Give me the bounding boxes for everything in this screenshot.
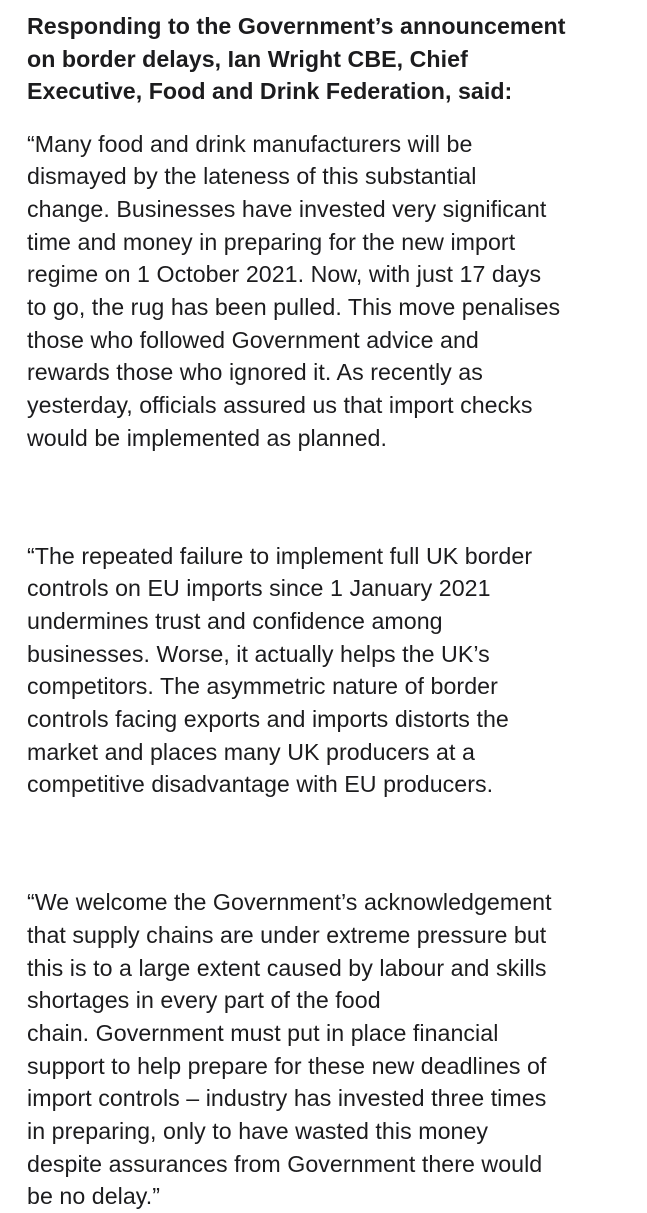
paragraph-line: be no delay.” xyxy=(27,1183,160,1210)
quote-paragraph-2 xyxy=(27,540,635,802)
paragraph-line: time and money in preparing for the new import xyxy=(27,228,516,255)
paragraph-line: would be implemented as planned. xyxy=(27,424,387,451)
paragraph-line: in preparing, only to have wasted this money xyxy=(27,1118,489,1145)
heading-line: on border delays, Ian Wright CBE, Chief xyxy=(27,45,468,72)
paragraph-line: controls on EU imports since 1 January 2021 xyxy=(27,575,491,602)
paragraph-line: “The repeated failure to implement full UK border xyxy=(27,542,533,569)
paragraph-line: chain. Government must put in place financial xyxy=(27,1019,499,1046)
paragraph-line: regime on 1 October 2021. Now, with just 17 days xyxy=(27,261,542,288)
quote-paragraph-1 xyxy=(27,128,635,455)
paragraph-line: businesses. Worse, it actually helps the UK’s xyxy=(27,640,490,667)
paragraph-line: change. Businesses have invested very significant xyxy=(27,195,547,222)
paragraph-line: market and places many UK producers at a xyxy=(27,738,475,765)
paragraph-line: this is to a large extent caused by labour and skills xyxy=(27,954,547,981)
paragraph-line: competitive disadvantage with EU producers. xyxy=(27,771,494,798)
paragraph-line: “Many food and drink manufacturers will be xyxy=(27,130,473,157)
paragraph-line: “We welcome the Government’s acknowledgement xyxy=(27,889,552,916)
quote-paragraph-3 xyxy=(27,886,635,1213)
paragraph-line: yesterday, officials assured us that import checks xyxy=(27,392,533,419)
paragraph-line: controls facing exports and imports distorts the xyxy=(27,706,509,733)
paragraph-line: shortages in every part of the food xyxy=(27,987,381,1014)
paragraph-line: dismayed by the lateness of this substantial xyxy=(27,163,477,190)
press-statement xyxy=(27,10,635,1213)
heading-line: Executive, Food and Drink Federation, said: xyxy=(27,78,513,104)
paragraph-line: despite assurances from Government there would xyxy=(27,1150,543,1177)
paragraph-line: support to help prepare for these new deadlines of xyxy=(27,1052,547,1079)
paragraph-line: that supply chains are under extreme pressure but xyxy=(27,921,547,948)
paragraph-line: those who followed Government advice and xyxy=(27,326,479,353)
paragraph-line: import controls – industry has invested three times xyxy=(27,1085,547,1112)
paragraph-line: rewards those who ignored it. As recently as xyxy=(27,359,483,386)
paragraph-line: to go, the rug has been pulled. This move penalises xyxy=(27,294,561,321)
heading-line: Responding to the Government’s announcement xyxy=(27,13,566,39)
paragraph-line: undermines trust and confidence among xyxy=(27,607,443,634)
paragraph-line: competitors. The asymmetric nature of border xyxy=(27,673,498,700)
statement-heading xyxy=(27,10,635,108)
